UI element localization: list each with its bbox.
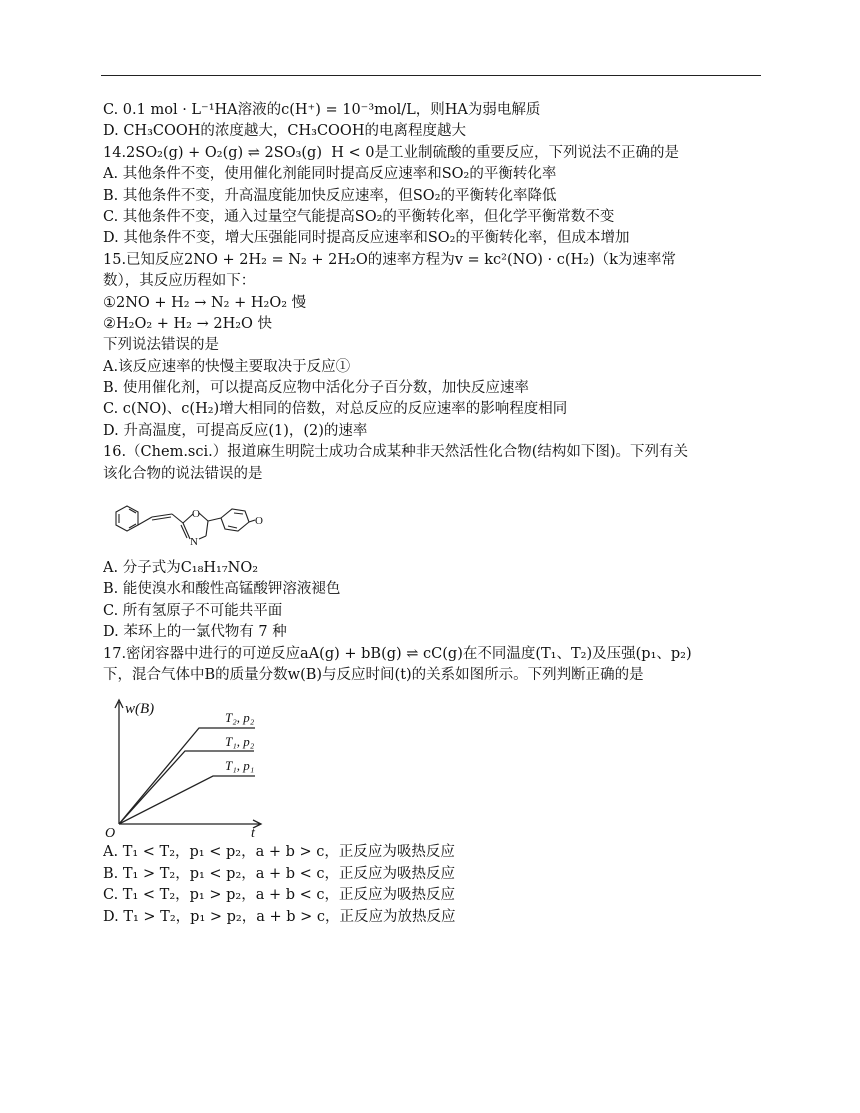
header-rule: [101, 75, 761, 76]
q13-option-d: D. CH₃COOH的浓度越大，CH₃COOH的电离程度越大: [103, 123, 466, 140]
graph-x-label: t: [251, 826, 255, 839]
q15-stem-line1: 15.已知反应2NO + 2H₂ = N₂ + 2H₂O的速率方程为v = kc²(NO) · c(H₂)（k为速率常: [103, 251, 676, 268]
curve-t1-p1-label: T₁, p₁: [225, 758, 255, 774]
q17-stem-line1: 17.密闭容器中进行的可逆反应aA(g) + bB(g) ⇌ cC(g)在不同温度(T₁、T₂)及压强(p₁、p₂): [103, 645, 692, 662]
q16-option-d: D. 苯环上的一氯代物有 7 种: [103, 624, 287, 641]
q15-step-1: ①2NO + H₂ → N₂ + H₂O₂ 慢: [103, 294, 307, 311]
graph-svg: [103, 696, 263, 838]
q16-option-c: C. 所有氢原子不可能共平面: [103, 602, 283, 619]
q14-option-b: B. 其他条件不变，升高温度能加快反应速率，但SO₂的平衡转化率降低: [103, 187, 557, 204]
q15-ask: 下列说法错误的是: [103, 337, 219, 354]
q16-stem-line2: 该化合物的说法错误的是: [103, 465, 263, 482]
curve-t1-p2-label: T₁, p₂: [225, 734, 255, 750]
q15-option-c: C. c(NO)、c(H₂)增大相同的倍数，对总反应的反应速率的影响程度相同: [103, 401, 568, 418]
q14-stem: 14.2SO₂(g) + O₂(g) ⇌ 2SO₃(g) H < 0是工业制硫酸的重要反应，下列说法不正确的是: [103, 144, 679, 161]
q17-option-a: A. T₁ < T₂，p₁ < p₂，a + b > c，正反应为吸热反应: [103, 844, 455, 861]
q14-option-c: C. 其他条件不变，通入过量空气能提高SO₂的平衡转化率，但化学平衡常数不变: [103, 208, 615, 225]
q16-option-a: A. 分子式为C₁₈H₁₇NO₂: [103, 560, 259, 577]
q16-option-b: B. 能使溴水和酸性高锰酸钾溶液褪色: [103, 581, 341, 598]
graph-origin-label: O: [105, 826, 116, 839]
q14-option-a: A. 其他条件不变，使用催化剂能同时提高反应速率和SO₂的平衡转化率: [103, 166, 557, 183]
molecule-oxygen-label: O: [192, 508, 200, 521]
q15-stem-line2: 数），其反应历程如下：: [103, 273, 256, 290]
molecule-structure-figure: [103, 496, 313, 554]
curve-t2-p2-label: T₂, p₂: [225, 710, 255, 726]
q15-option-a: A.该反应速率的快慢主要取决于反应①: [103, 358, 351, 375]
exam-page: [103, 100, 763, 928]
vinyl-bond: [138, 517, 152, 525]
q17-option-b: B. T₁ > T₂，p₁ < p₂，a + b < c，正反应为吸热反应: [103, 865, 456, 882]
q16-stem-line1: 16.（Chem.sci.）报道麻生明院士成功合成某种非天然活性化合物(结构如下图)。下列有关: [103, 444, 689, 461]
molecule-nitrogen-label: N: [190, 536, 198, 549]
q14-option-d: D. 其他条件不变，增大压强能同时提高反应速率和SO₂的平衡转化率，但成本增加: [103, 230, 630, 247]
q15-step-2: ②H₂O₂ + H₂ → 2H₂O 快: [103, 315, 273, 332]
molecule-methoxy-oxygen-label: O: [255, 515, 263, 528]
q17-option-c: C. T₁ < T₂，p₁ > p₂，a + b < c，正反应为吸热反应: [103, 887, 455, 904]
q17-option-d: D. T₁ > T₂，p₁ > p₂，a + b > c，正反应为放热反应: [103, 908, 456, 925]
q15-option-d: D. 升高温度，可提高反应(1)，(2)的速率: [103, 422, 368, 439]
graph-y-label: w(B): [125, 701, 155, 718]
q13-option-c: C. 0.1 mol · L⁻¹HA溶液的c(H⁺) = 10⁻³mol/L，则HA为弱电解质: [103, 102, 541, 118]
wb-time-graph: [103, 696, 263, 838]
molecule-svg: [103, 496, 313, 554]
q17-stem-line2: 下，混合气体中B的质量分数w(B)与反应时间(t)的关系如图所示。下列判断正确的是: [103, 666, 644, 683]
q15-option-b: B. 使用催化剂，可以提高反应物中活化分子百分数，加快反应速率: [103, 380, 529, 397]
